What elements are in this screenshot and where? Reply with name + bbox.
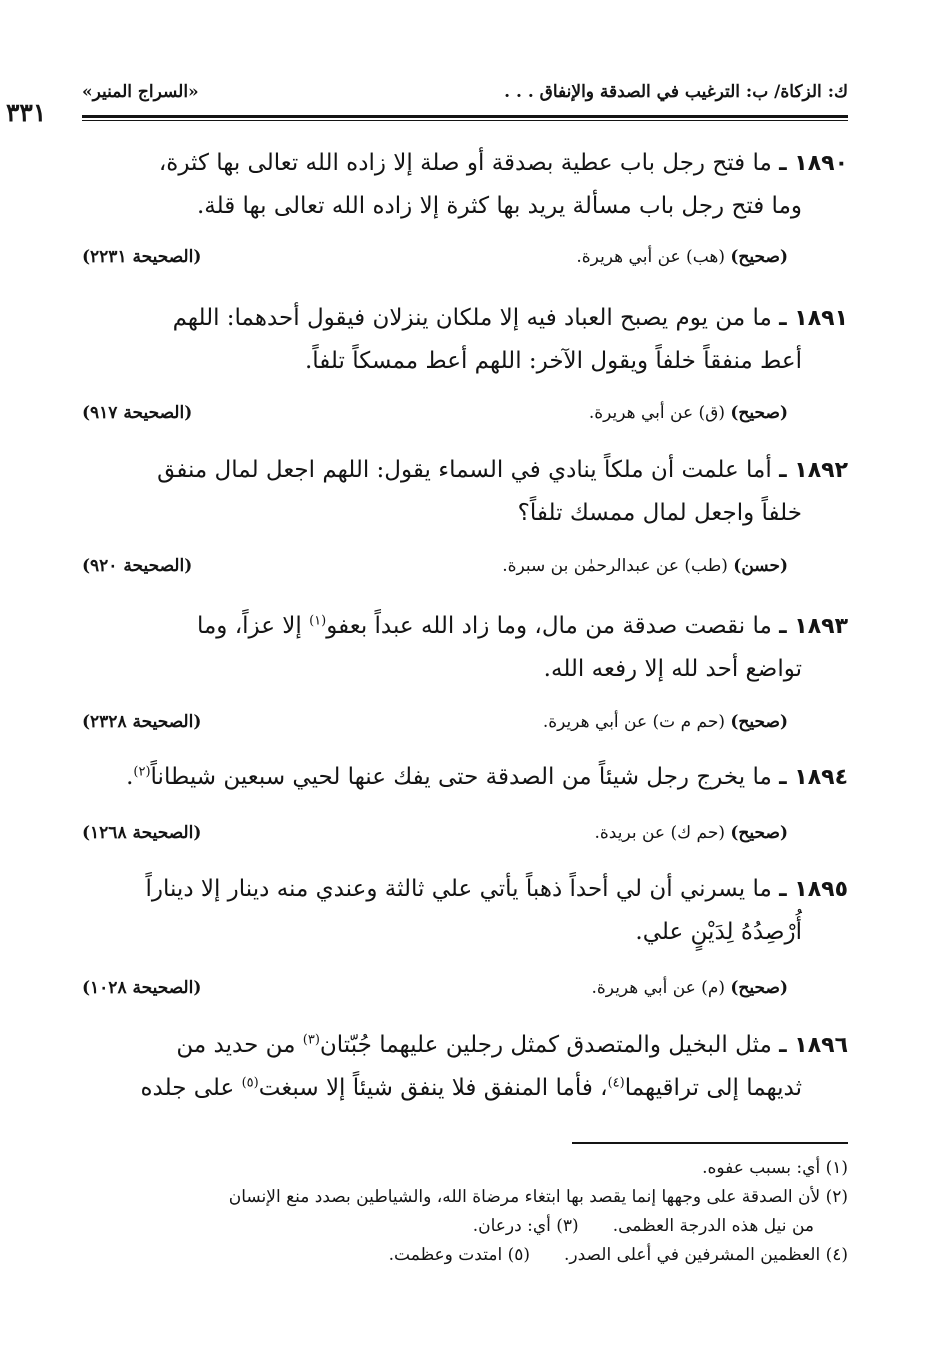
hadith-text-line1-end: من حديد من [176,1032,296,1058]
hadith-text-line1: ما فتح رجل باب عطية بصدقة أو صلة إلا زاده الله تعالى بها كثرة، [158,150,772,176]
hadith-source-1891 [82,403,848,429]
hadith-grade: (حسن) [733,556,788,576]
hadith-number: ١٨٩٠ ـ [779,151,848,176]
footnote-marker[interactable]: (٤) [607,1075,625,1091]
footnotes [82,1154,848,1270]
hadith-text-line2: خلفاً واجعل لمال ممسك تلفاً؟ [517,500,802,526]
hadith-narrator: (حم م ت) عن أبي هريرة. [542,712,725,732]
hadith-1892 [82,449,848,535]
hadith-number: ١٨٩٦ ـ [779,1033,848,1058]
hadith-text-line2: أعط منفقاً خلفاً ويقول الآخر: اللهم أعط ممسكاً تلفاً. [304,348,802,374]
hadith-reference: (الصحيحة ٢٢٣١) [82,247,202,267]
footnote-marker[interactable]: (٥) [241,1075,259,1091]
hadith-text-line1: ما يخرج رجل شيئاً من الصدقة حتى يفك عنها لحيي سبعين شيطاناً [150,764,772,790]
hadith-text-line2: أُرْصِدُهُ لِدَيْنٍ علي. [635,919,802,945]
running-head [82,82,848,110]
hadith-grade: (صحيح) [730,403,788,423]
footnote-4-line [82,1241,848,1270]
hadith-1894 [82,756,848,799]
hadith-grade: (صحيح) [730,247,788,267]
footnote-5: (٥) امتدت وعظمت. [388,1245,530,1265]
footnote-2: (٢) لأن الصدقة على وجهها إنما يقصد بها ابتغاء مرضاة الله، والشياطين بصدد منع الإنسان [228,1187,848,1207]
hadith-reference: (الصحيحة ٢٣٢٨) [82,712,202,732]
hadith-reference: (الصحيحة ١٠٢٨) [82,978,202,998]
hadith-text-line2 [82,1067,848,1110]
header-rule-thick [82,115,848,118]
hadith-narrator: (طب) عن عبدالرحمٰن بن سبرة. [502,556,728,576]
hadith-narrator: (هب) عن أبي هريرة. [576,247,725,267]
hadith-source-1893 [82,712,848,738]
hadith-1891 [82,297,848,383]
hadith-text-line2-end: على جلده [140,1075,235,1101]
footnote-marker[interactable]: (٣) [302,1032,320,1048]
hadith-1895 [82,868,848,954]
hadith-text-line2: تواضع أحد لله إلا رفعه الله. [543,656,802,682]
hadith-number: ١٨٩٤ ـ [779,765,848,790]
hadith-text-line1: أما علمت أن ملكاً ينادي في السماء يقول: اللهم اجعل لمال منفق [157,457,772,483]
chapter-title: ك: الزكاة/ ب: الترغيب في الصدقة والإنفاق . . . [504,82,848,102]
hadith-text-line1: مثل البخيل والمتصدق كمثل رجلين عليهما جُبّتان [319,1032,772,1058]
hadith-number: ١٨٩٢ ـ [779,458,848,483]
hadith-grade: (صحيح) [730,823,788,843]
hadith-reference: (الصحيحة ٩٢٠) [82,556,193,576]
hadith-number: ١٨٩٥ ـ [779,877,848,902]
hadith-number: ١٨٩٣ ـ [779,614,848,639]
footnote-1: (١) أي: بسبب عفوه. [702,1158,848,1178]
hadith-source-1894 [82,823,848,849]
hadith-text-line1: ما نقصت صدقة من مال، وما زاد الله عبداً بعفو [326,613,772,639]
hadith-reference: (الصحيحة ١٢٦٨) [82,823,202,843]
hadith-narrator: (م) عن أبي هريرة. [591,978,725,998]
hadith-source-1892 [82,556,848,582]
footnote-separator [572,1142,848,1144]
footnote-marker[interactable]: (١) [309,613,327,629]
hadith-narrator: (ق) عن أبي هريرة. [588,403,725,423]
hadith-text-line2-mid: ، فأما المنفق فلا ينفق شيئاً إلا سبغت [258,1075,608,1101]
hadith-text-line1: ما يسرني أن لي أحداً ذهباً يأتي علي ثالثة وعندي منه دينار إلا ديناراً [145,876,772,902]
footnote-4: (٤) العظمين المشرفين في أعلى الصدر. [564,1245,848,1265]
book-title: «السراج المنير» [82,82,199,102]
page-number: ٣٣١ [6,98,47,127]
hadith-1893 [82,605,848,691]
footnote-2-continued [82,1212,848,1241]
hadith-text-line1: ما من يوم يصبح العباد فيه إلا ملكان ينزلان فيقول أحدهما: اللهم [172,305,772,331]
hadith-source-1890 [82,247,848,273]
hadith-source-1895 [82,978,848,1004]
hadith-text-line1-end: إلا عزاً، وما [196,613,302,639]
hadith-grade: (صحيح) [730,712,788,732]
footnote-marker[interactable]: (٢) [133,764,151,780]
header-rule-thin [82,120,848,121]
hadith-reference: (الصحيحة ٩١٧) [82,403,193,423]
hadith-grade: (صحيح) [730,978,788,998]
footnote-2-cont-text: من نيل هذه الدرجة العظمى. [612,1216,814,1236]
hadith-number: ١٨٩١ ـ [779,306,848,331]
hadith-text-line2: وما فتح رجل باب مسألة يريد بها كثرة إلا زاده الله تعالى بها قلة. [196,193,802,219]
hadith-text-line2-start: ثديهما إلى تراقيهما [624,1075,802,1101]
hadith-1896 [82,1024,848,1110]
footnote-3: (٣) أي: درعان. [472,1216,579,1236]
hadith-1890 [82,142,848,228]
hadith-text-line1-end: . [126,764,134,790]
hadith-narrator: (حم ك) عن بريدة. [594,823,725,843]
